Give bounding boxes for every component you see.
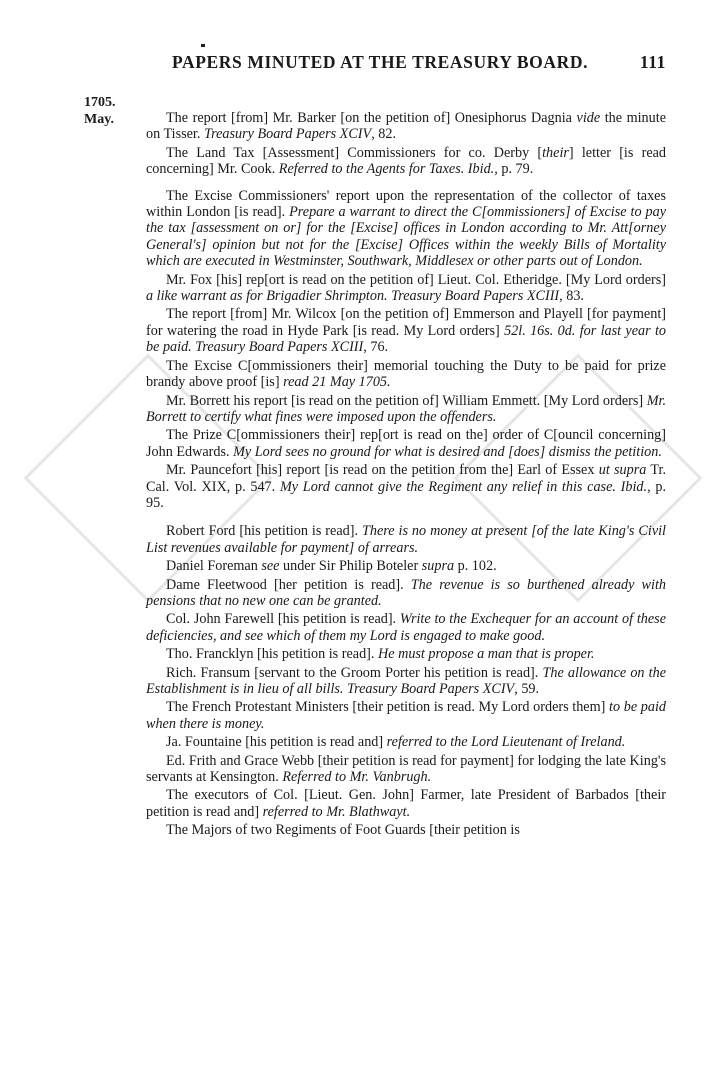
- entry-text: The Prize C[ommissioners their] rep[ort is read on the] order of C[ouncil concerning] John Edwards.: [146, 427, 666, 460]
- entry-text: , p. 79.: [494, 161, 534, 178]
- entry-text: The French Protestant Ministers [their petition is read. My Lord orders them]: [166, 699, 610, 716]
- minute-entry: [146, 665, 666, 698]
- entry-italic-text: referred to the Lord Lieutenant of Ireland.: [386, 734, 626, 751]
- minute-entry: [146, 145, 666, 178]
- entry-italic-text: The allowance on the Establishment is in lieu of all bills. Treasury Board Papers XCIV: [146, 664, 666, 697]
- ink-mark: [201, 44, 205, 47]
- minute-entry: [146, 734, 666, 750]
- entry-italic-text: their: [542, 144, 569, 161]
- entry-italic-text: referred to Mr. Blathwayt.: [262, 803, 411, 820]
- entry-text: , 82.: [371, 126, 397, 143]
- entry-italic-text: Prepare a warrant to direct the C[ommissioners] of Excise to pay the tax [assessment on or] for the [Excise] offices in London according to Mr. Att[orney General's] opinion but not for the [Excise] Offices within the weekly Bills of Mortality which are executed in Westminster, Southwark, Middlesex or other parts out of London.: [146, 204, 667, 270]
- entry-italic-text: Referred to Mr. Vanbrugh.: [282, 769, 432, 786]
- entry-italic-text: supra: [421, 558, 455, 575]
- entry-italic-text: ut supra: [598, 462, 647, 479]
- entry-text: Ed. Frith and Grace Webb [their petition is read for payment] for lodging the late King's servants at Kensington.: [146, 752, 666, 786]
- entry-text: Mr. Borrett his report [is read on the petition of] William Emmett. [My Lord orders]: [166, 392, 647, 409]
- minute-entry: [146, 523, 666, 556]
- entry-italic-text: Treasury Board Papers XCIV: [203, 126, 372, 143]
- entry-text: The Land Tax [Assessment] Commissioners for co. Derby [: [166, 144, 543, 161]
- entry-italic-text: There is no money at present [of the late King's Civil List revenues available for payment] of arrears.: [146, 523, 666, 556]
- minute-entry: [146, 393, 666, 426]
- entry-text: Mr. Fox [his] rep[ort is read on the petition of] Lieut. Col. Etheridge. [My Lord orders]: [166, 271, 666, 288]
- entry-text: , p. 95.: [146, 478, 666, 511]
- entry-text: The Majors of two Regiments of Foot Guards [their petition is: [166, 822, 520, 839]
- entry-text: The Excise C[ommissioners their] memorial touching the Duty to be paid for prize brandy above proof [is]: [146, 357, 666, 391]
- minute-entry: [146, 358, 666, 391]
- entry-italic-text: He must propose a man that is proper.: [377, 646, 595, 663]
- minute-entry: [146, 699, 666, 732]
- minute-entry: [146, 427, 666, 460]
- minute-entry: [146, 272, 666, 305]
- entry-italic-text: Mr. Borrett to certify what fines were imposed upon the offenders.: [146, 392, 666, 425]
- entry-text: the minute on Tisser.: [146, 110, 666, 143]
- entry-italic-text: The revenue is so burthened already with pensions that no new one can be granted.: [146, 576, 666, 609]
- entry-italic-text: vide: [576, 110, 601, 126]
- entry-text: The report [from] Mr. Barker [on the petition of] Onesiphorus Dagnia: [166, 110, 577, 126]
- page-header: [172, 52, 666, 73]
- minutes-body: [146, 110, 666, 841]
- entry-text: , 76.: [363, 339, 389, 356]
- entry-text: , 83.: [559, 288, 584, 305]
- page-number: 111: [639, 52, 666, 72]
- minute-entry: [146, 753, 666, 786]
- page-title: PAPERS MINUTED AT THE TREASURY BOARD.: [172, 52, 589, 72]
- minute-entry: [146, 462, 666, 511]
- minute-entry: [146, 822, 666, 838]
- margin-month: May.: [84, 112, 114, 127]
- entry-text: The report [from] Mr. Wilcox [on the petition of] Emmerson and Playell [for payment] for watering the road in Hyde Park [is read. My Lord orders]: [146, 306, 666, 339]
- minute-entry: [146, 787, 666, 820]
- entry-text: Dame Fleetwood [her petition is read].: [166, 576, 411, 593]
- entry-text: ] letter [is read concerning] Mr. Cook.: [146, 144, 667, 178]
- entry-italic-text: read 21 May 1705.: [283, 374, 391, 391]
- entry-text: Col. John Farewell [his petition is read].: [166, 611, 400, 628]
- minute-entry: [146, 646, 666, 662]
- entry-italic-text: Referred to the Agents for Taxes. Ibid.: [278, 161, 495, 178]
- entry-text: The executors of Col. [Lieut. Gen. John] Farmer, late President of Barbados [their petition is read and]: [146, 787, 666, 820]
- entry-italic-text: My Lord sees no ground for what is desired and [does] dismiss the petition.: [233, 443, 662, 460]
- minute-entry: [146, 188, 666, 270]
- entry-text: , 59.: [514, 681, 540, 697]
- entry-text: Mr. Pauncefort [his] report [is read on the petition from the] Earl of Essex: [166, 462, 599, 479]
- minute-entry: [146, 306, 666, 355]
- minute-entry: [146, 558, 666, 574]
- entry-text: Rich. Fransum [servant to the Groom Porter his petition is read].: [166, 664, 543, 681]
- minute-entry: [146, 577, 666, 610]
- entry-italic-text: Write to the Exchequer for an account of these deficiencies, and see which of them my Lord is engaged to make good.: [146, 611, 666, 644]
- entry-text: Daniel Foreman: [166, 558, 262, 575]
- entry-text: Tr. Cal. Vol. XIX, p. 547.: [146, 462, 667, 495]
- margin-year: 1705.: [84, 95, 116, 110]
- entry-text: Robert Ford [his petition is read].: [166, 523, 362, 540]
- entry-italic-text: 52l. 16s. 0d. for last year to be paid. Treasury Board Papers XCIII: [146, 322, 667, 356]
- entry-italic-text: a like warrant as for Brigadier Shrimpton. Treasury Board Papers XCIII: [146, 288, 560, 305]
- entry-text: Tho. Francklyn [his petition is read].: [166, 646, 378, 663]
- minute-entry: [146, 611, 666, 644]
- entry-text: under Sir Philip Boteler: [279, 558, 422, 575]
- entry-italic-text: see: [261, 558, 280, 575]
- entry-text: p. 102.: [454, 558, 497, 575]
- entry-italic-text: My Lord cannot give the Regiment any relief in this case. Ibid.: [279, 478, 648, 495]
- minute-entry: [146, 110, 666, 143]
- entry-text: The Excise Commissioners' report upon the representation of the collector of taxes within London [is read].: [146, 187, 666, 221]
- entry-italic-text: to be paid when there is money.: [146, 699, 666, 732]
- entry-text: Ja. Fountaine [his petition is read and]: [166, 734, 387, 751]
